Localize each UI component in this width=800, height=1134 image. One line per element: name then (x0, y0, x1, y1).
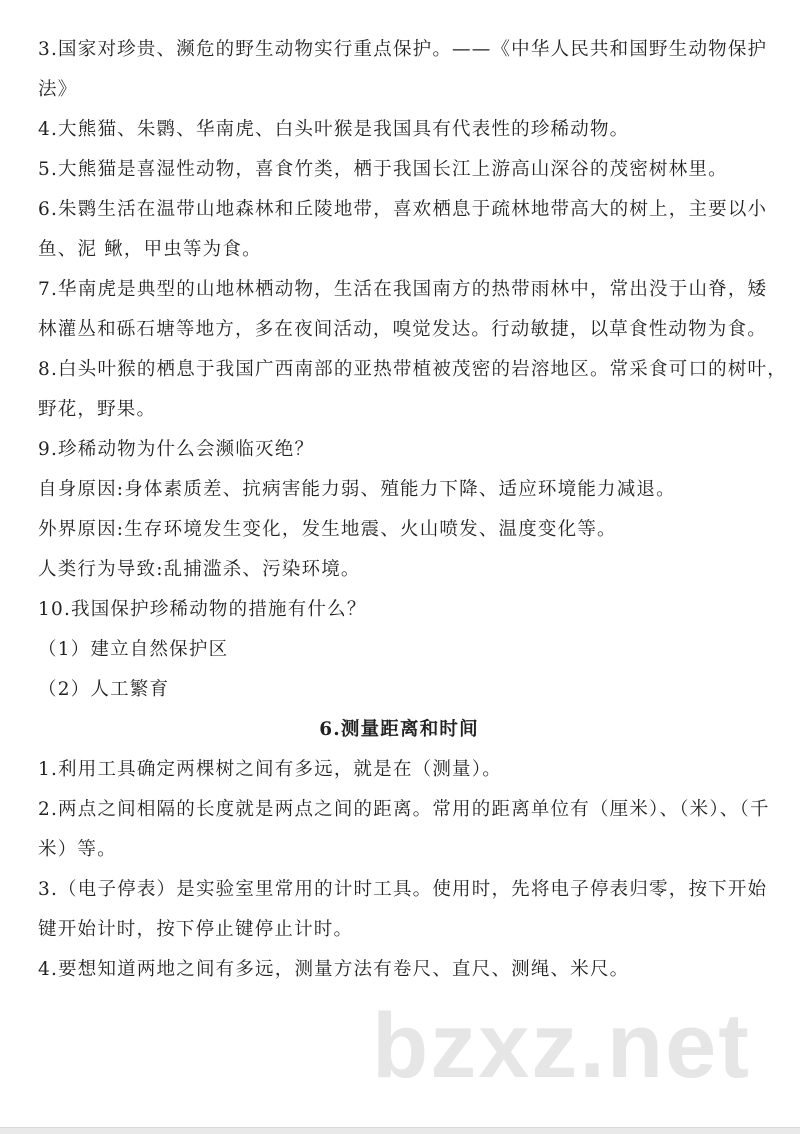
text-line: 6.朱鹮生活在温带山地森林和丘陵地带，喜欢栖息于疏林地带高大的树上，主要以小 (38, 199, 768, 220)
watermark: bzxz.net (372, 995, 751, 1097)
text-line: （2）人工繁育 (38, 679, 170, 700)
text-line: 鱼、泥 鳅，甲虫等为食。 (38, 239, 262, 260)
text-line: 1.利用工具确定两棵树之间有多远，就是在（测量）。 (38, 759, 502, 780)
text-line: 自身原因:身体素质差、抗病害能力弱、殖能力下降、适应环境能力减退。 (38, 479, 676, 500)
text-line: 5.大熊猫是喜湿性动物，喜食竹类，栖于我国长江上游高山深谷的茂密树林里。 (38, 159, 728, 180)
text-line: 2.两点之间相隔的长度就是两点之间的距离。常用的距离单位有（厘米）、（米）、（千 (38, 799, 770, 820)
text-line: 4.大熊猫、朱鹮、华南虎、白头叶猴是我国具有代表性的珍稀动物。 (38, 119, 630, 140)
text-line: 4.要想知道两地之间有多远，测量方法有卷尺、直尺、测绳、米尺。 (38, 959, 630, 980)
text-line: 7.华南虎是典型的山地林栖动物，生活在我国南方的热带雨林中，常出没于山脊，矮 (38, 279, 768, 300)
document-body (38, 30, 787, 990)
text-line: 10.我国保护珍稀动物的措施有什么？ (38, 599, 367, 620)
text-line: 3.（电子停表）是实验室里常用的计时工具。使用时，先将电子停表归零，按下开始 (38, 879, 768, 900)
text-line: 野花，野果。 (38, 399, 157, 420)
text-line: 3.国家对珍贵、濒危的野生动物实行重点保护。——《中华人民共和国野生动物保护 (38, 39, 768, 60)
section-heading: 6.测量距离和时间 (319, 719, 479, 740)
text-line: 9.珍稀动物为什么会濒临灭绝？ (38, 439, 315, 460)
text-line: 米）等。 (38, 839, 117, 860)
text-line: 外界原因:生存环境发生变化，发生地震、火山喷发、温度变化等。 (38, 519, 617, 540)
text-line: 8.白头叶猴的栖息于我国广西南部的亚热带植被茂密的岩溶地区。常采食可口的树叶， (38, 359, 787, 380)
text-line: 林灌丛和砾石塘等地方，多在夜间活动，嗅觉发达。行动敏捷，以草食性动物为食。 (38, 319, 767, 340)
text-line: 法》 (38, 79, 78, 100)
text-line: 键开始计时，按下停止键停止计时。 (38, 919, 354, 940)
text-line: 人类行为导致:乱捕滥杀、污染环境。 (38, 559, 361, 580)
text-line: （1）建立自然保护区 (38, 639, 229, 660)
page-bottom-edge (0, 1127, 800, 1134)
